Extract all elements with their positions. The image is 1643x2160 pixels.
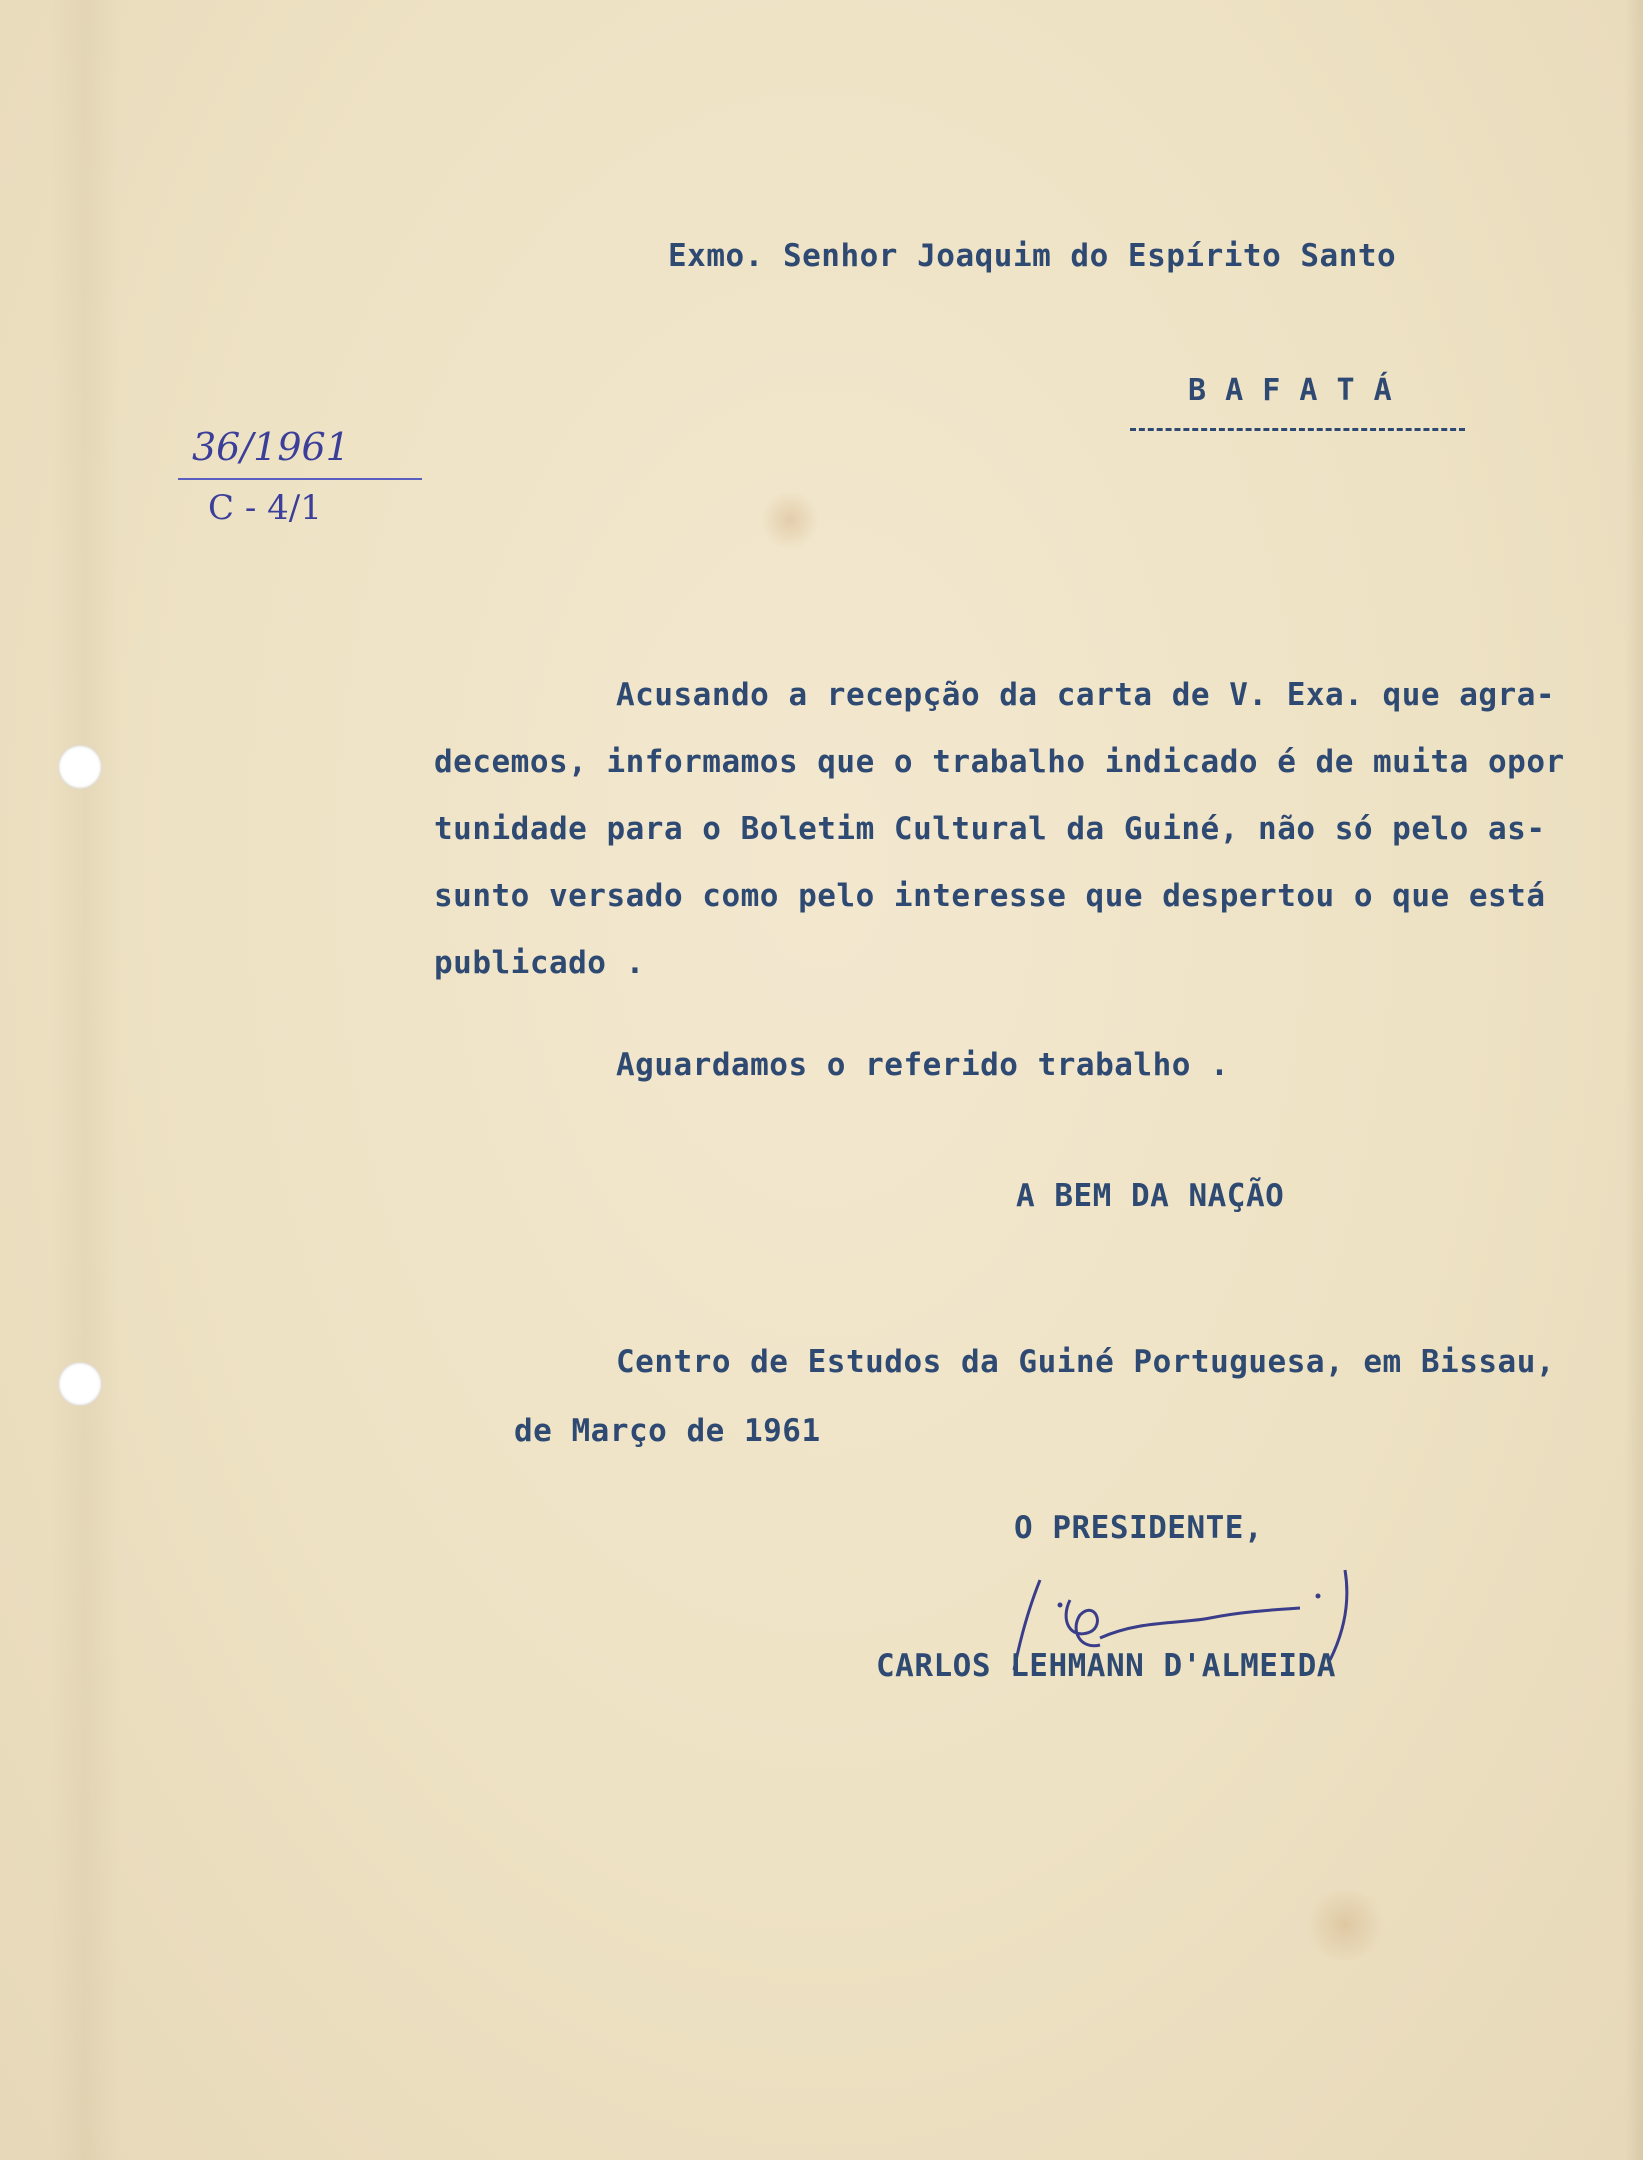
reference-number: 36/1961 bbox=[192, 425, 350, 469]
salutation: A BEM DA NAÇÃO bbox=[1016, 1178, 1285, 1214]
body-line: tunidade para o Boletim Cultural da Guiné, não só pelo as- bbox=[434, 811, 1546, 847]
reference-code: C - 4/1 bbox=[208, 488, 322, 528]
paper-edge bbox=[1625, 0, 1643, 2160]
body-line: publicado . bbox=[434, 945, 645, 981]
paper-stain bbox=[1300, 1890, 1390, 1960]
paper-fold bbox=[50, 0, 120, 2160]
date-line: de Março de 1961 bbox=[514, 1413, 821, 1449]
paper-stain bbox=[760, 490, 820, 550]
place-line: Centro de Estudos da Guiné Portuguesa, em Bissau, bbox=[616, 1344, 1556, 1380]
signatory-title: O PRESIDENTE, bbox=[1014, 1510, 1264, 1546]
signatory-name: CARLOS LEHMANN D'ALMEIDA bbox=[876, 1648, 1336, 1684]
reference-rule bbox=[178, 478, 422, 480]
recipient-line: Exmo. Senhor Joaquim do Espírito Santo bbox=[668, 238, 1397, 274]
body-line: decemos, informamos que o trabalho indicado é de muita opor bbox=[434, 744, 1565, 780]
punch-hole bbox=[58, 1362, 102, 1406]
closing-line: Aguardamos o referido trabalho . bbox=[616, 1047, 1230, 1083]
location-underline bbox=[1130, 428, 1465, 431]
recipient-location: B A F A T Á bbox=[1188, 373, 1393, 408]
punch-hole bbox=[58, 745, 102, 789]
body-line: sunto versado como pelo interesse que despertou o que está bbox=[434, 878, 1546, 914]
body-line: Acusando a recepção da carta de V. Exa. que agra- bbox=[616, 677, 1556, 713]
